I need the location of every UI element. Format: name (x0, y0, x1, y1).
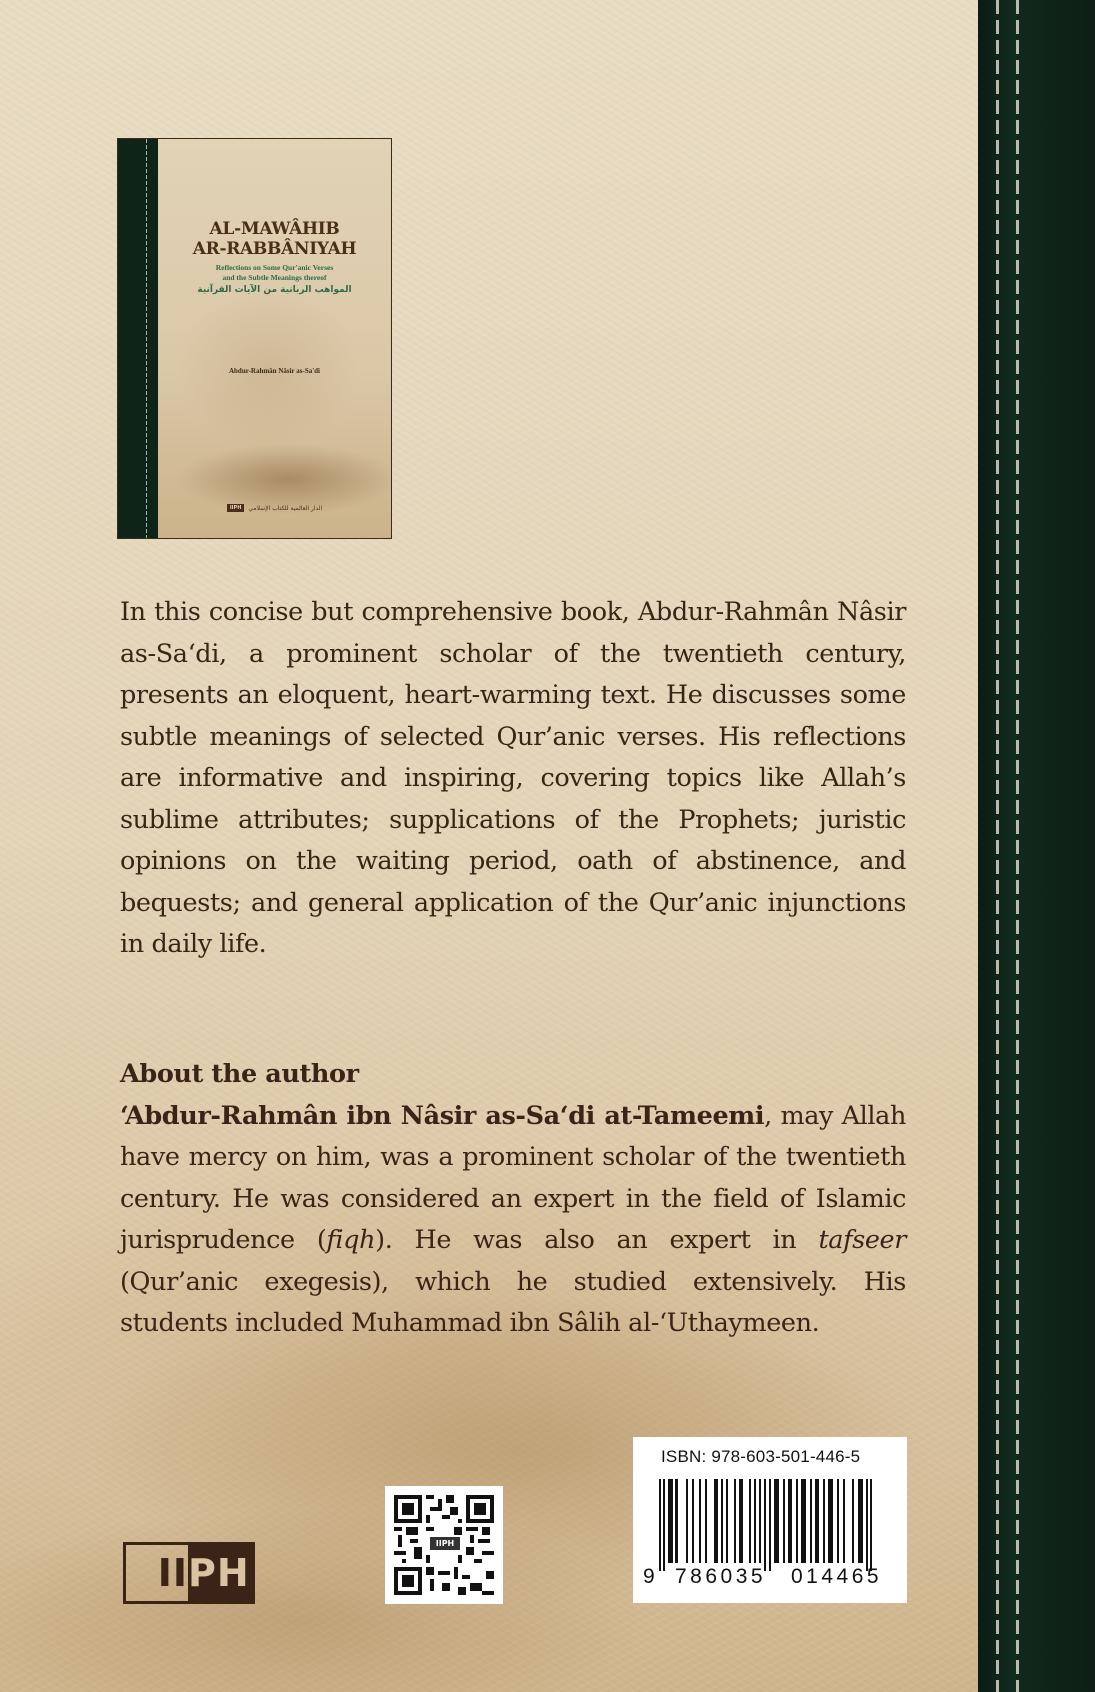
barcode-digits (643, 1565, 903, 1589)
about-author-section (120, 1054, 906, 1345)
spine-stitching (996, 0, 999, 1692)
book-spine (978, 0, 1095, 1692)
thumbnail-subtitle (158, 263, 391, 283)
publisher-arabic-name: الدار العالمية للكتاب الإسلامي (248, 504, 323, 512)
author-full-name: ‘Abdur-Rahmân ibn Nâsir as-Sa‘di at-Tameemi (120, 1100, 765, 1131)
subtitle-line-2: and the Subtle Meanings thereof (222, 273, 327, 282)
thumbnail-author: Abdur-Rahmân Nâsir as-Sa'di (228, 367, 321, 375)
term-tafseer: tafseer (818, 1225, 906, 1255)
author-bio-text: , may Allah have mercy on him, was a prominent scholar of the twentieth century. He was considered an expert in the field of Islamic jurisprudence ( (120, 1100, 906, 1255)
author-bio-text: (Qur’anic exegesis), which he studied extensively. His students included Muhammad ibn Sâlih al-‘Uthaymeen. (120, 1266, 906, 1338)
thumbnail-content (158, 139, 391, 538)
subtitle-line-1: Reflections on Some Qur'anic Verses (215, 263, 334, 272)
front-cover-thumbnail (117, 138, 392, 539)
term-fiqh: fiqh (326, 1225, 376, 1255)
author-bio-text: ). He was also an expert in (375, 1225, 819, 1255)
thumbnail-stitching (146, 139, 147, 538)
barcode-group-2: 014465 (791, 1565, 883, 1588)
qr-code (385, 1486, 503, 1604)
thumbnail-arabic-title: المواهب الربانية من الآيات القرآنية (197, 285, 352, 295)
spine-stitching (1016, 0, 1019, 1692)
isbn-label: ISBN: 978-603-501-446-5 (661, 1447, 861, 1466)
isbn-barcode (633, 1437, 907, 1603)
publisher-logo-small: IIPH (227, 504, 245, 512)
thumbnail-spine (118, 139, 158, 538)
thumbnail-title (158, 219, 391, 259)
barcode-icon (659, 1479, 889, 1571)
logo-text-ph: PH (188, 1551, 250, 1595)
qr-center-badge: IIPH (429, 1536, 461, 1551)
barcode-group-1: 786035 (675, 1565, 767, 1588)
title-line-1: AL-MAWÂHIB (209, 219, 340, 239)
logo-text-ii: II (157, 1551, 188, 1595)
barcode-first-digit: 9 (643, 1565, 655, 1588)
logo-left-part (126, 1545, 188, 1601)
book-description: In this concise but comprehensive book, Abdur-Rahmân Nâsir as-Sa‘di, a prominent scholar of the twentieth century, presents an eloquent, heart-warming text. He discusses some subtle meanings of selected Qur’anic verses. His reflections are informative and inspiring, covering topics like Allah’s sublime attributes; supplications of the Prophets; juristic opinions on the waiting period, oath of abstinence, and bequests; and general application of the Qur’anic injunctions in daily life. (120, 597, 906, 959)
logo-right-part (188, 1545, 252, 1601)
about-author-heading: About the author (120, 1059, 359, 1089)
thumbnail-publisher (158, 504, 391, 512)
iiph-publisher-logo (123, 1542, 255, 1604)
title-line-2: AR-RABBÂNIYAH (192, 239, 357, 259)
